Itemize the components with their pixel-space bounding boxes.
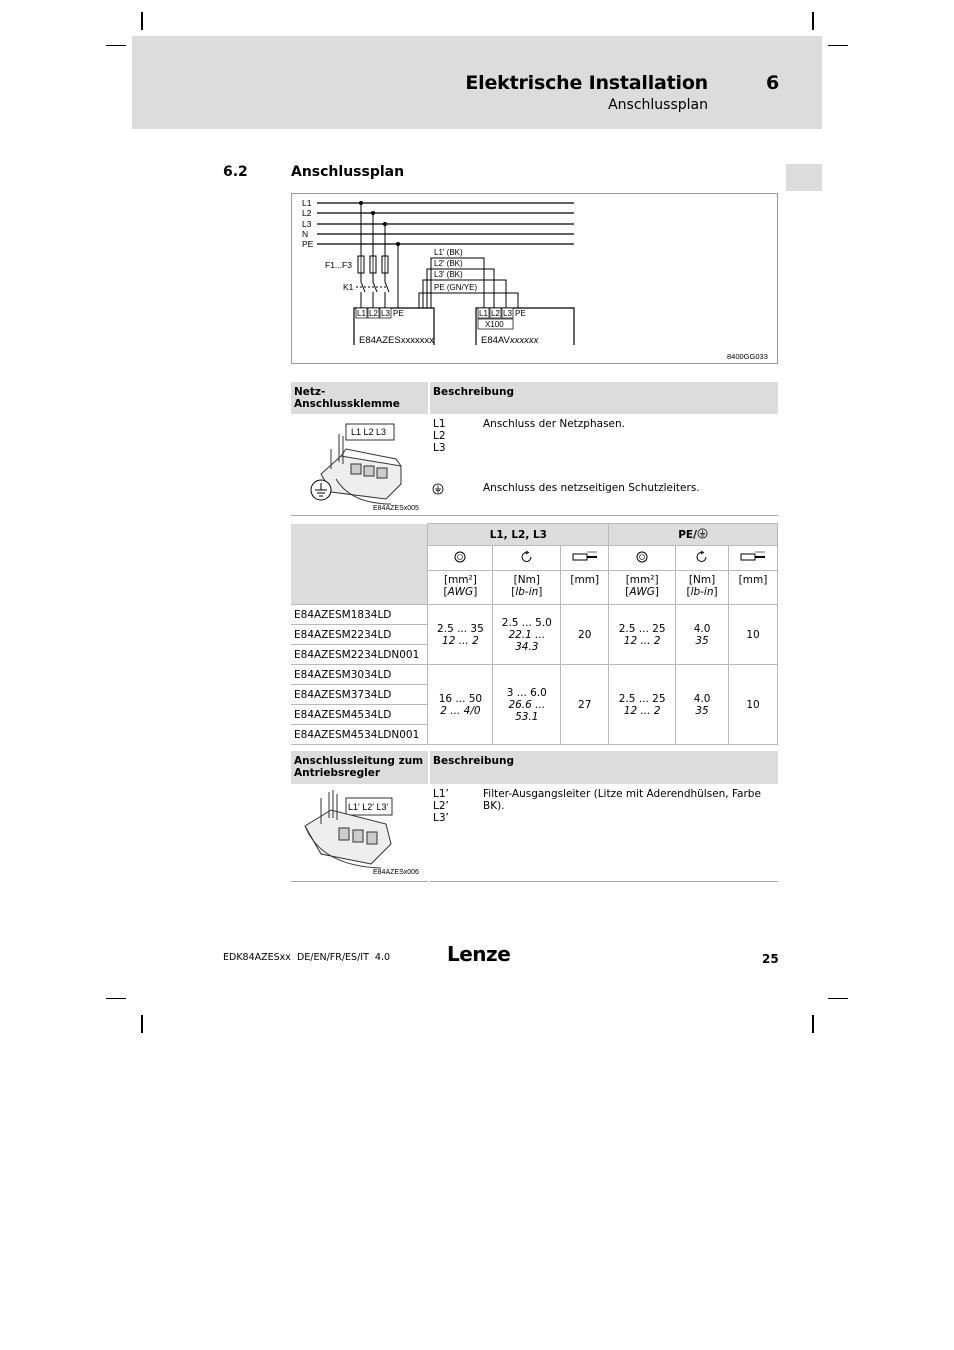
- contactor-label: K1: [343, 282, 354, 292]
- l-strip-value: 20: [561, 605, 609, 665]
- drive-model: E84AVxxxxxx: [481, 335, 539, 346]
- strip-length-icon: [561, 546, 609, 571]
- earth-icon: [432, 483, 444, 495]
- l-cross-value: 16 ... 50 2 ... 4/0: [428, 665, 493, 745]
- filter-terminal-l2: L2: [369, 309, 378, 318]
- crop-mark: [812, 12, 814, 30]
- spec-group-pe: PE/: [609, 524, 778, 546]
- page-subtitle: Anschlussplan: [608, 97, 708, 113]
- l-cross-value: 2.5 ... 35 12 ... 2: [428, 605, 493, 665]
- l-strip-value: 27: [561, 665, 609, 745]
- output-table-col2: Beschreibung: [429, 751, 778, 784]
- terminal-image-id: E84AZESx005: [373, 505, 419, 512]
- unit-l-torque: [Nm] [lb-in]: [493, 571, 561, 605]
- earth-icon: [697, 528, 708, 539]
- spec-header-blank: [291, 524, 428, 605]
- wire-label-pe: PE (GN/YE): [434, 283, 478, 292]
- terminal-table: [291, 382, 778, 516]
- fuse-label: F1...F3: [325, 260, 352, 270]
- output-table: [291, 751, 778, 882]
- pe-cross-value: 2.5 ... 25 12 ... 2: [609, 605, 676, 665]
- filter-model: E84AZESxxxxxxx: [359, 335, 434, 346]
- drive-connector-label: X100: [485, 320, 504, 329]
- wire-label-l1: L1' (BK): [434, 248, 463, 257]
- drive-terminal-l2: L2: [491, 309, 500, 318]
- lenze-logo: Lenze: [447, 942, 511, 966]
- output-desc: Filter-Ausgangsleiter (Litze mit Aderendhülsen, Farbe BK).: [480, 784, 778, 882]
- wiring-diagram: [291, 193, 778, 364]
- l-torque-value: 2.5 ... 5.0 22.1 ... 34.3: [493, 605, 561, 665]
- crop-mark: [828, 45, 848, 46]
- output-image-cell: [291, 784, 429, 882]
- unit-pe-cross: [mm²] [AWG]: [609, 571, 676, 605]
- terminal-block-image: [291, 414, 424, 512]
- model-name: E84AZESM2234LDN001: [291, 645, 428, 665]
- model-name: E84AZESM4534LD: [291, 705, 428, 725]
- pe-torque-value: 4.0 35: [676, 605, 729, 665]
- terminal-table-col2: Beschreibung: [429, 382, 778, 414]
- terminal-terms-phases: L1 L2 L3: [429, 414, 480, 475]
- model-name: E84AZESM2234LD: [291, 625, 428, 645]
- crop-mark: [106, 998, 126, 999]
- model-name: E84AZESM1834LD: [291, 605, 428, 625]
- crop-mark: [141, 1015, 143, 1033]
- output-terminal-image: [291, 784, 424, 878]
- filter-terminal-l3: L3: [381, 309, 390, 318]
- model-name: E84AZESM3734LD: [291, 685, 428, 705]
- page-title: Elektrische Installation: [465, 72, 708, 94]
- drive-terminal-pe: PE: [515, 309, 526, 318]
- bus-label-l3: L3: [302, 219, 312, 229]
- contactor: [356, 282, 389, 292]
- terminal-image-cell: [291, 414, 429, 516]
- bus-label-pe: PE: [302, 239, 314, 249]
- unit-l-strip: [mm]: [561, 571, 609, 605]
- crop-mark: [106, 45, 126, 46]
- wire-label-l3: L3' (BK): [434, 270, 463, 279]
- crop-mark: [812, 1015, 814, 1033]
- spec-table: [291, 523, 778, 745]
- torque-icon: [676, 546, 729, 571]
- terminal-image-label: L1 L2 L3: [351, 427, 387, 437]
- section-number: 6.2: [223, 164, 248, 180]
- crop-mark: [141, 12, 143, 30]
- pe-strip-value: 10: [729, 665, 778, 745]
- unit-pe-strip: [mm]: [729, 571, 778, 605]
- filter-terminal-pe: PE: [393, 309, 404, 318]
- doc-id: EDK84AZESxx DE/EN/FR/ES/IT 4.0: [223, 952, 391, 963]
- drive-terminal-l3: L3: [503, 309, 512, 318]
- drive-terminal-l1: L1: [479, 309, 488, 318]
- terminal-desc-earth: Anschluss des netzseitigen Schutzleiters.: [480, 475, 778, 516]
- unit-l-cross: [mm²] [AWG]: [428, 571, 493, 605]
- pe-torque-value: 4.0 35: [676, 665, 729, 745]
- output-table-col1: Anschlussleitung zum Antriebsregler: [291, 751, 429, 784]
- bus-label-l2: L2: [302, 208, 312, 218]
- terminal-table-col1: Netz-Anschlussklemme: [291, 382, 429, 414]
- figure-id: 8400GG033: [727, 352, 768, 361]
- terminal-desc-phases: Anschluss der Netzphasen.: [483, 418, 625, 430]
- bus-label-n: N: [302, 229, 309, 239]
- bus-label-l1: L1: [302, 198, 312, 208]
- cross-section-icon: [428, 546, 493, 571]
- model-name: E84AZESM4534LDN001: [291, 725, 428, 745]
- page-number: 25: [762, 952, 779, 966]
- filter-terminal-l1: L1: [357, 309, 366, 318]
- model-name: E84AZESM3034LD: [291, 665, 428, 685]
- cross-section-icon: [609, 546, 676, 571]
- strip-length-icon: [729, 546, 778, 571]
- section-title: Anschlussplan: [291, 164, 405, 180]
- pe-strip-value: 10: [729, 605, 778, 665]
- bus-lines: [317, 203, 574, 244]
- pe-cross-value: 2.5 ... 25 12 ... 2: [609, 665, 676, 745]
- output-image-label: L1' L2' L3': [348, 802, 389, 812]
- torque-icon: [493, 546, 561, 571]
- output-image-id: E84AZESx006: [373, 869, 419, 876]
- terminal-terms-earth: [429, 475, 480, 516]
- chapter-number: 6: [766, 72, 780, 94]
- wire-label-l2: L2' (BK): [434, 259, 463, 268]
- spec-group-l: L1, L2, L3: [428, 524, 609, 546]
- output-terms: L1’ L2’ L3’: [429, 784, 480, 882]
- l-torque-value: 3 ... 6.0 26.6 ... 53.1: [493, 665, 561, 745]
- crop-mark: [828, 998, 848, 999]
- chapter-tab: [786, 164, 822, 191]
- unit-pe-torque: [Nm] [lb-in]: [676, 571, 729, 605]
